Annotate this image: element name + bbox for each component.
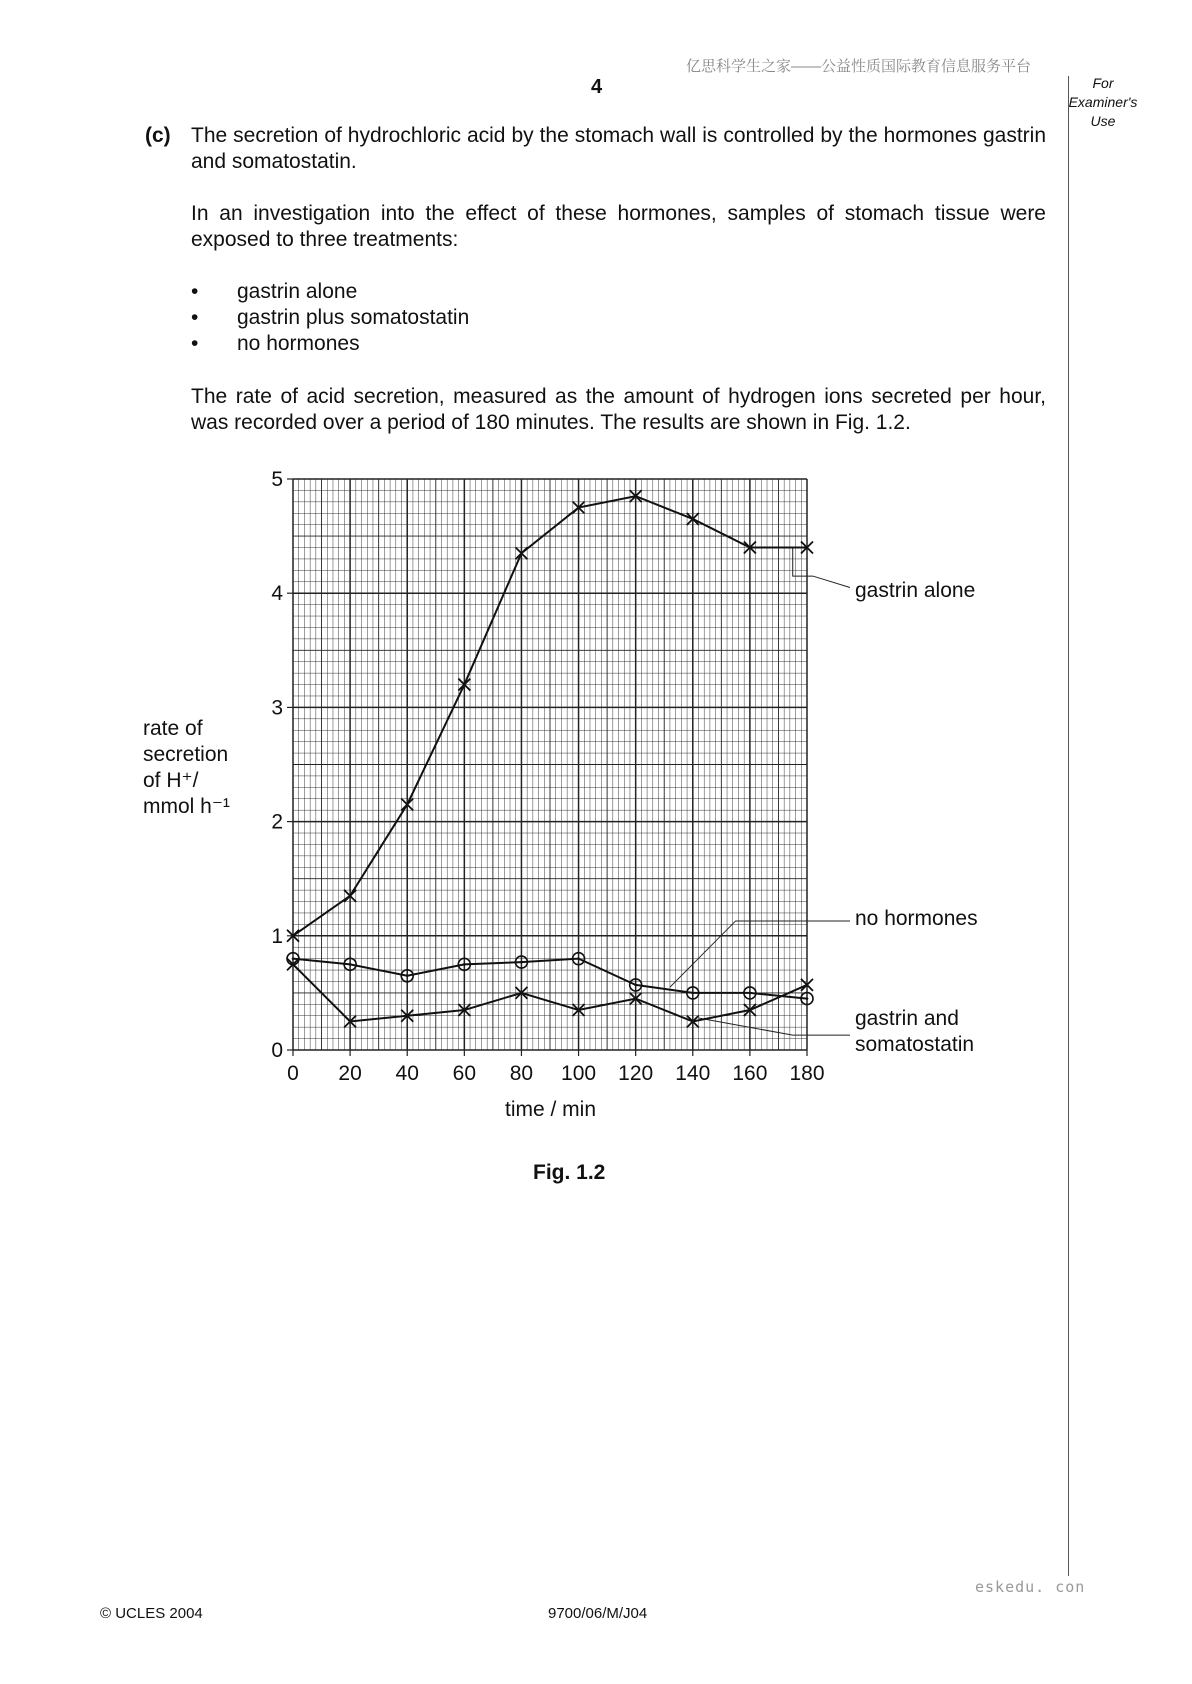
footer-copyright: © UCLES 2004 [100, 1605, 203, 1622]
chart-grid [293, 479, 807, 1050]
label-leader-lines [670, 548, 850, 1036]
x-tick-label: 140 [675, 1062, 711, 1085]
question-investigation: In an investigation into the effect of these hormones, samples of stomach tissue were exposed to three treatments: [191, 202, 1046, 251]
site-header: 亿思科学生之家——公益性质国际教育信息服务平台 [686, 58, 1032, 75]
x-tick-label: 100 [561, 1062, 597, 1085]
label-gastrin-alone: gastrin alone [855, 579, 976, 602]
question-intro: The secretion of hydrochloric acid by the stomach wall is controlled by the hormones gastrin and somatostatin. [191, 124, 1046, 173]
label-no-hormones: no hormones [855, 907, 978, 930]
question-part-label: (c) [145, 124, 171, 147]
label-somatostatin: somatostatin [855, 1033, 975, 1056]
x-tick-label: 20 [338, 1062, 362, 1085]
y-axis-label-line: rate of [143, 717, 203, 740]
margin-note-line: Use [1090, 113, 1116, 129]
x-axis-label: time / min [505, 1098, 597, 1121]
treatment-item: • gastrin plus somatostatin [191, 305, 469, 331]
treatment-item: • no hormones [191, 331, 469, 357]
x-tick-label: 40 [395, 1062, 419, 1085]
page-number: 4 [591, 76, 603, 98]
y-axis-label-line: mmol h⁻¹ [143, 795, 230, 818]
watermark: eskedu. con [975, 1578, 1086, 1596]
x-tick-label: 60 [452, 1062, 477, 1085]
y-axis-label [143, 717, 230, 818]
y-tick-label: 4 [271, 582, 283, 606]
y-tick-label: 0 [271, 1039, 283, 1062]
x-tick-label: 80 [509, 1062, 534, 1085]
y-axis-label-line: of H⁺/ [143, 769, 199, 792]
margin-note-line: Examiner's [1068, 94, 1138, 110]
y-tick-label: 5 [271, 468, 283, 491]
figure-caption: Fig. 1.2 [533, 1161, 606, 1184]
question-results: The rate of acid secretion, measured as the amount of hydrogen ions secreted per hour, was recorded over a period of 180 minutes. The results are shown in Fig. 1.2. [191, 385, 1046, 434]
footer-paper-code: 9700/06/M/J04 [548, 1605, 648, 1622]
x-tick-label: 160 [732, 1062, 768, 1085]
y-tick-label: 2 [271, 810, 283, 834]
y-axis-label-line: secretion [143, 743, 229, 766]
label-gastrin-and: gastrin and [855, 1007, 959, 1030]
treatment-item: • gastrin alone [191, 279, 469, 305]
x-tick-label: 0 [287, 1062, 299, 1085]
x-tick-label: 120 [618, 1062, 654, 1085]
x-tick-label: 180 [789, 1062, 825, 1085]
label-leader-line [670, 921, 850, 987]
margin-note-line: For [1092, 75, 1114, 91]
y-tick-label: 3 [271, 696, 283, 720]
y-tick-label: 1 [271, 924, 283, 948]
